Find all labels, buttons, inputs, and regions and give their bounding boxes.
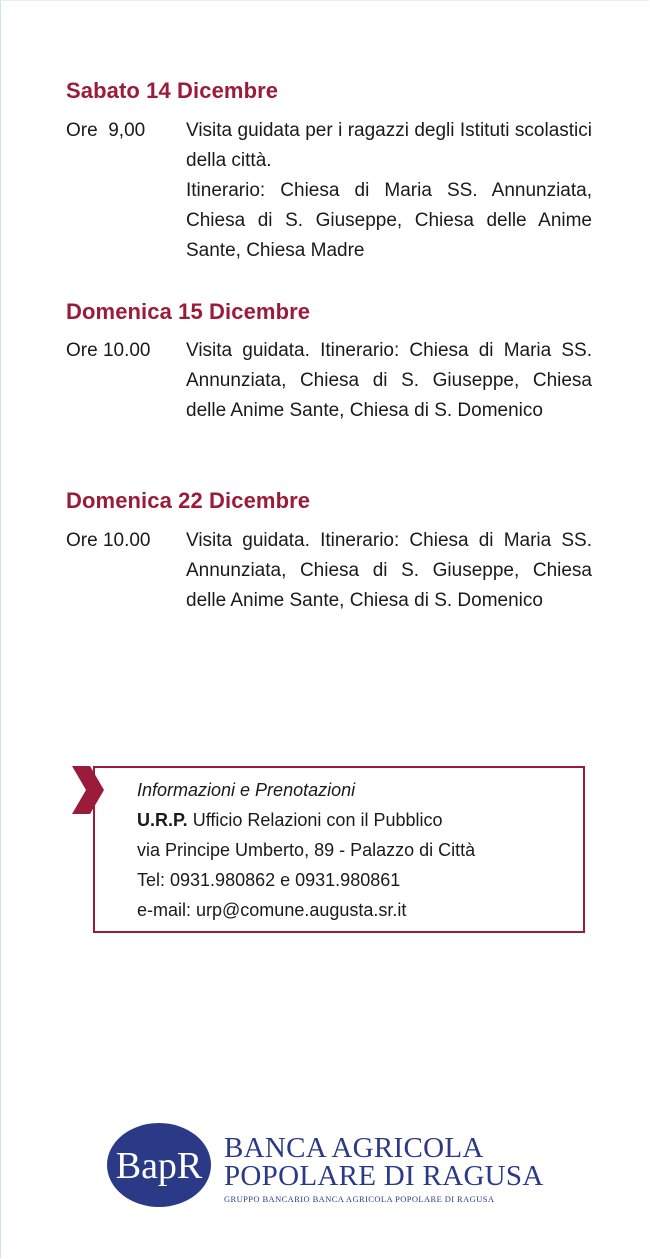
day-heading: Sabato 14 Dicembre	[66, 78, 279, 103]
event-time: Ore 9,00	[66, 120, 146, 141]
day-heading: Domenica 22 Dicembre	[66, 488, 311, 513]
bank-name	[224, 1134, 544, 1190]
info-address: via Principe Umberto, 89 - Palazzo di Città	[137, 840, 476, 860]
bank-group: GRUPPO BANCARIO BANCA AGRICOLA POPOLARE DI RAGUSA	[224, 1194, 495, 1204]
event-itinerary: Itinerario: Chiesa di Maria SS. Annunziata, Chiesa di S. Giuseppe, Chiesa delle Anime Sante, Chiesa Madre	[186, 180, 592, 261]
event-entry	[66, 526, 592, 616]
bank-name-line1: BANCA AGRICOLA	[224, 1132, 484, 1164]
info-phone: Tel: 0931.980862 e 0931.980861	[137, 870, 401, 890]
event-time: Ore 10.00	[66, 340, 151, 361]
office-name: Ufficio Relazioni con il Pubblico	[192, 810, 443, 830]
chevron-right-icon	[70, 764, 106, 816]
sponsor-logo	[106, 1122, 551, 1208]
event-entry	[66, 116, 592, 266]
info-title: Informazioni e Prenotazioni	[137, 780, 356, 800]
info-email[interactable]: e-mail: urp@comune.augusta.sr.it	[137, 900, 407, 920]
event-description: Visita guidata per i ragazzi degli Istituti scolastici della città.	[186, 120, 592, 171]
office-abbr: U.R.P.	[137, 810, 188, 830]
info-contacts	[137, 775, 475, 925]
bank-logo-badge	[106, 1122, 212, 1208]
event-entry	[66, 336, 592, 426]
logo-monogram: BapR	[115, 1145, 203, 1187]
event-description: Visita guidata. Itinerario: Chiesa di Maria SS. Annunziata, Chiesa di S. Giuseppe, Chiesa delle Anime Sante, Chiesa di S. Domenico	[186, 530, 592, 611]
bank-name-line2: POPOLARE DI RAGUSA	[224, 1160, 544, 1192]
event-description: Visita guidata. Itinerario: Chiesa di Maria SS. Annunziata, Chiesa di S. Giuseppe, Chiesa delle Anime Sante, Chiesa di S. Domenico	[186, 340, 592, 421]
day-heading: Domenica 15 Dicembre	[66, 299, 311, 324]
event-time: Ore 10.00	[66, 530, 151, 551]
info-office	[137, 805, 475, 835]
